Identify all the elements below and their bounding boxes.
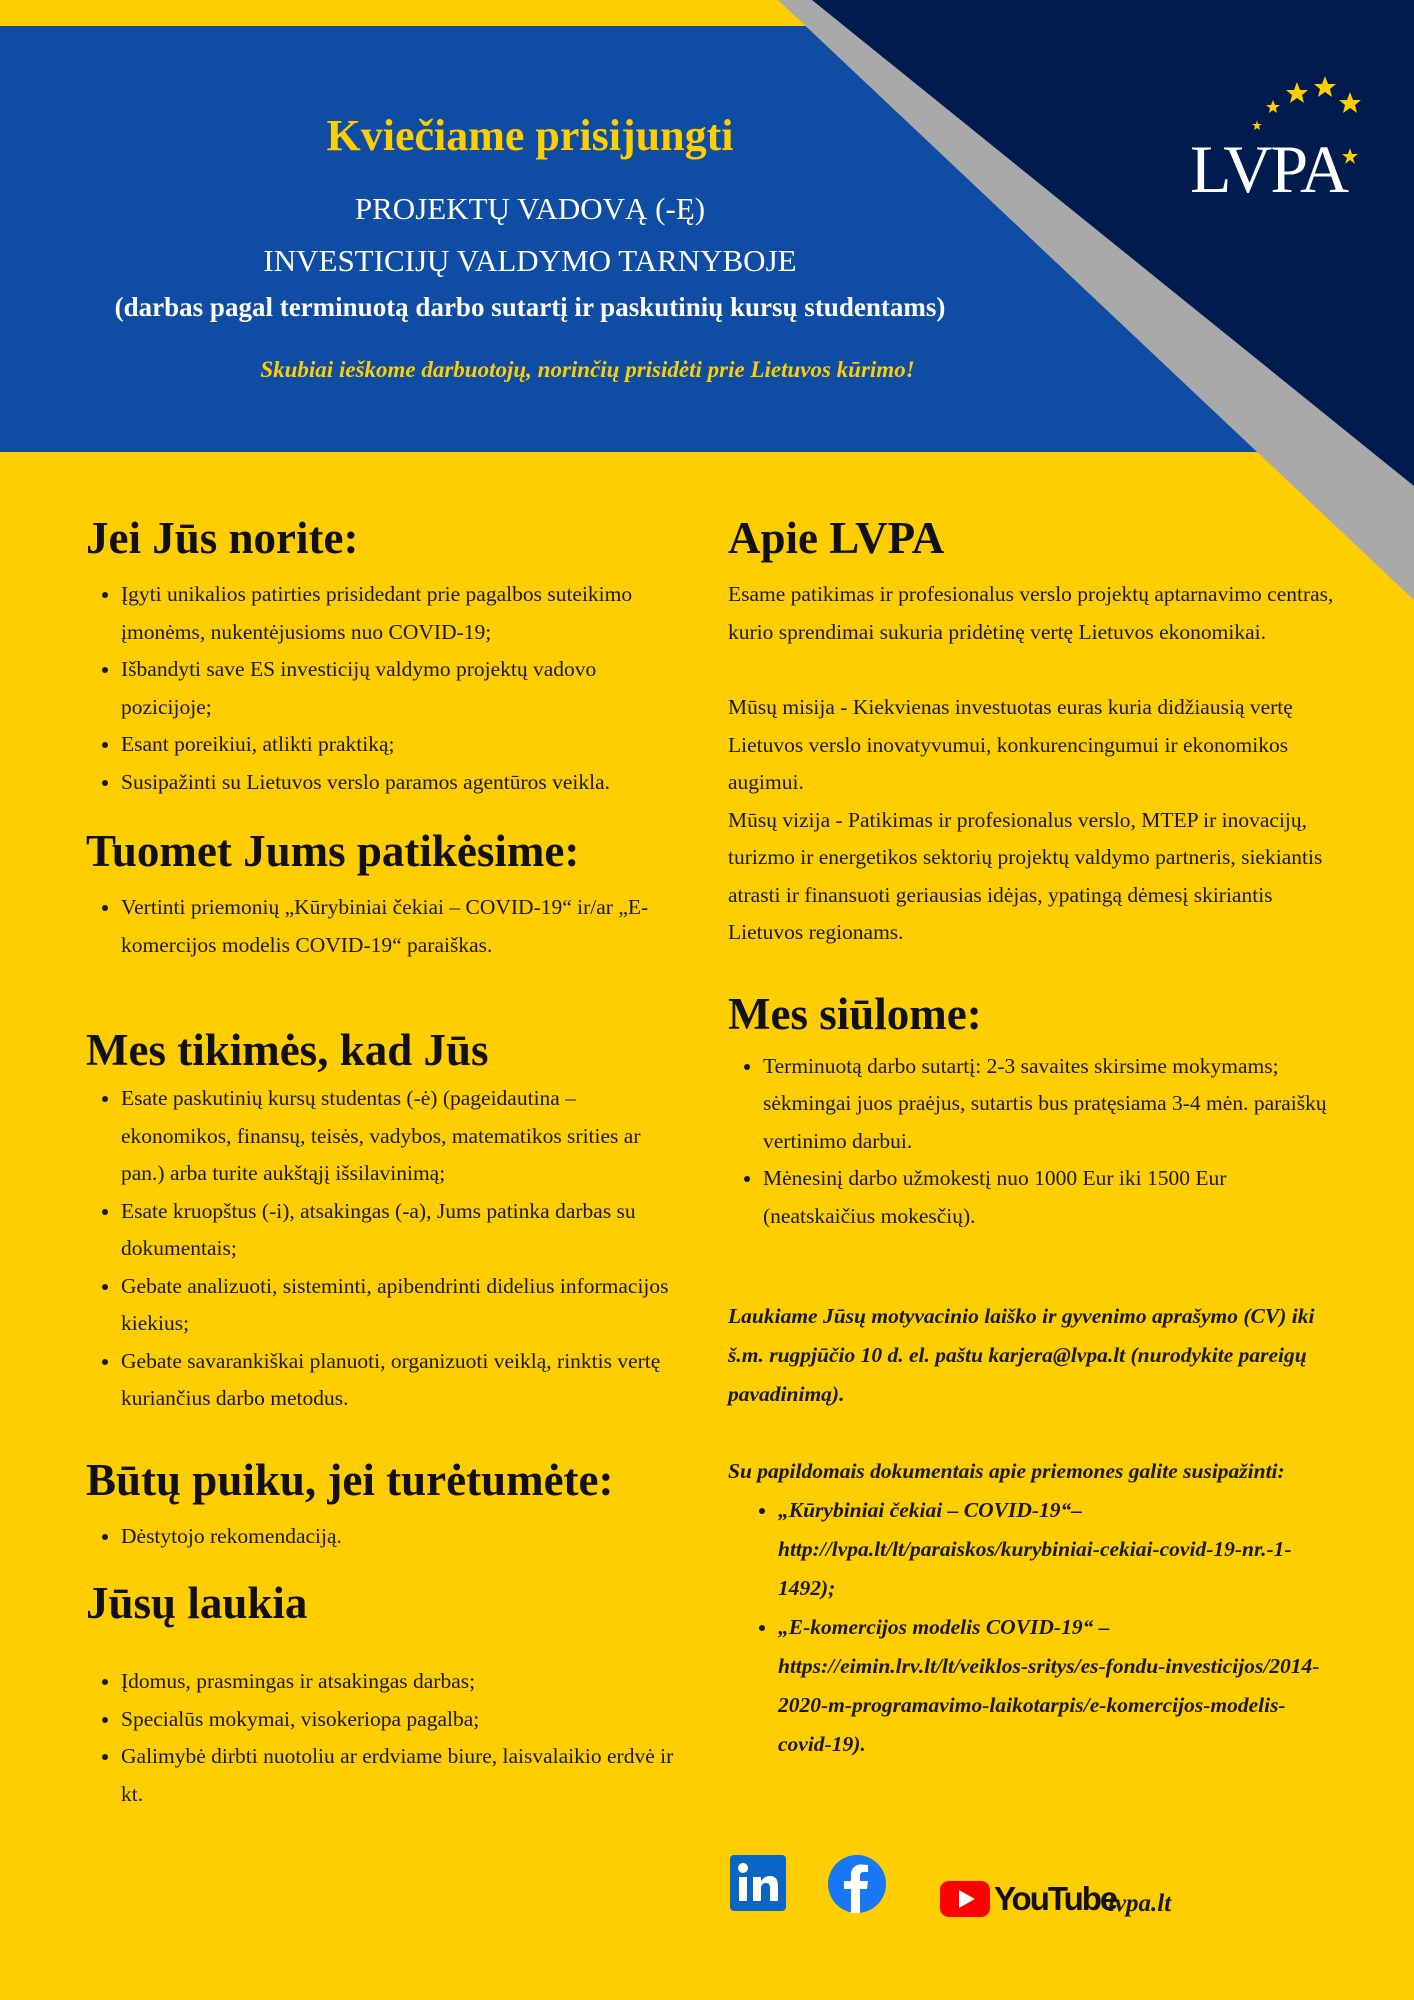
- nice-list: [86, 1518, 686, 1556]
- expect-list: [86, 1080, 686, 1418]
- mission-text: Mūsų misija - Kiekvienas investuotas euras kuria didžiausią vertę Lietuvos verslo inovatyvumui, konkurencingumui ir ekonomikos augimui.: [728, 695, 1293, 794]
- about-title: Apie LVPA: [728, 513, 945, 563]
- facebook-icon[interactable]: [828, 1855, 886, 1918]
- youtube-icon[interactable]: [940, 1880, 1116, 1918]
- youtube-label: YouTube: [994, 1880, 1117, 1917]
- about-text: Esame patikimas ir profesionalus verslo projektų aptarnavimo centras, kurio sprendimai sukuria pridėtinę vertę Lietuvos ekonomikai.: [728, 582, 1334, 644]
- list-item: • Terminuotą darbo sutartį: 2-3 savaites skirsime mokymams; sėkmingai juos praėjus, sutartis bus pratęsiama 3-4 mėn. paraiškų vertinimo darbui.: [763, 1048, 1338, 1161]
- list-item: • Gebate analizuoti, sisteminti, apibendrinti didelius informacijos kiekius;: [121, 1268, 686, 1343]
- list-item: • Susipažinti su Lietuvos verslo paramos agentūros veikla.: [121, 764, 686, 802]
- doc-link-item[interactable]: • „Kūrybiniai čekiai – COVID-19“– http://lvpa.lt/lt/paraiskos/kurybiniai-cekiai-covid-19-nr.-1-1492);: [778, 1491, 1338, 1608]
- list-item: • Specialūs mokymai, visokeriopa pagalba;: [121, 1701, 686, 1739]
- site-link[interactable]: lvpa.lt: [1108, 1890, 1172, 1917]
- linkedin-icon[interactable]: [730, 1855, 786, 1916]
- list-item: • Esate kruopštus (-i), atsakingas (-a), Jums patinka darbas su dokumentais;: [121, 1193, 686, 1268]
- docs-list: [728, 1491, 1338, 1764]
- apply-text: Laukiame Jūsų motyvacinio laiško ir gyvenimo aprašymo (CV) iki š.m. rugpjūčio 10 d. el. paštu karjera@lvpa.lt (nurodykite pareigų pavadinimą).: [728, 1304, 1315, 1406]
- await-title: Jūsų laukia: [86, 1578, 308, 1628]
- position-line-1: PROJEKTŲ VADOVĄ (-Ę): [354, 191, 706, 226]
- offer-title: Mes siūlome:: [728, 988, 982, 1039]
- list-item: • Gebate savarankiškai planuoti, organizuoti veiklą, rinktis vertę kuriančius darbo metodus.: [121, 1343, 686, 1418]
- list-item: • Esant poreikiui, atlikti praktiką;: [121, 726, 686, 764]
- list-item: • Vertinti priemonių „Kūrybiniai čekiai – COVID-19“ ir/ar „E-komercijos modelis COVID-19“ paraiškas.: [121, 889, 686, 964]
- contract-note: (darbas pagal terminuotą darbo sutartį ir paskutinių kursų studentams): [114, 292, 946, 322]
- docs-intro: Su papildomais dokumentais apie priemones galite susipažinti:: [728, 1459, 1285, 1483]
- list-item: • Esate paskutinių kursų studentas (-ė) (pageidautina – ekonomikos, finansų, teisės, vadybos, matematikos srities ar pan.) arba turite aukštąjį išsilavinimą;: [121, 1080, 686, 1193]
- list-item: • Mėnesinį darbo užmokestį nuo 1000 Eur iki 1500 Eur (neatskaičius mokesčių).: [763, 1160, 1338, 1235]
- position-line-2: INVESTICIJŲ VALDYMO TARNYBOJE: [263, 243, 797, 278]
- invite-title: Kviečiame prisijungti: [326, 111, 734, 160]
- offer-list: [728, 1048, 1338, 1236]
- want-list: [86, 576, 686, 801]
- list-item: • Įdomus, prasmingas ir atsakingas darbas;: [121, 1663, 686, 1701]
- doc-link-item[interactable]: • „E-komercijos modelis COVID-19“ – https://eimin.lrv.lt/lt/veiklos-sritys/es-fondu-investicijos/2014-2020-m-programavimo-laikotarpis/e-komercijos-modelis-covid-19).: [778, 1608, 1338, 1764]
- nice-title: Būtų puiku, jei turėtumėte:: [86, 1454, 614, 1505]
- urgent-note: Skubiai ieškome darbuotojų, norinčių prisidėti prie Lietuvos kūrimo!: [260, 357, 915, 382]
- list-item: • Įgyti unikalios patirties prisidedant prie pagalbos suteikimo įmonėms, nukentėjusioms nuo COVID-19;: [121, 576, 686, 651]
- expect-title: Mes tikimės, kad Jūs: [86, 1025, 489, 1075]
- list-item: • Galimybė dirbti nuotoliu ar erdviame biure, laisvalaikio erdvė ir kt.: [121, 1738, 686, 1813]
- trust-title: Tuomet Jums patikėsime:: [86, 826, 580, 876]
- list-item: • Išbandyti save ES investicijų valdymo projektų vadovo pozicijoje;: [121, 651, 686, 726]
- vision-text: Mūsų vizija - Patikimas ir profesionalus verslo, MTEP ir inovacijų, turizmo ir energetikos sektorių projektų valdymo partneris, siekiantis atrasti ir finansuoti geriausias idėjas, ypatingą dėmesį skiriantis Lietuvos regionams.: [728, 807, 1323, 944]
- want-title: Jei Jūs norite:: [86, 513, 359, 563]
- trust-list: [86, 889, 686, 964]
- left-column: [86, 512, 686, 1813]
- list-item: • Dėstytojo rekomendaciją.: [121, 1518, 686, 1556]
- logo-text: LVPA: [1190, 131, 1348, 207]
- header: [60, 100, 1000, 383]
- await-list: [86, 1663, 686, 1813]
- right-column: [728, 512, 1338, 1764]
